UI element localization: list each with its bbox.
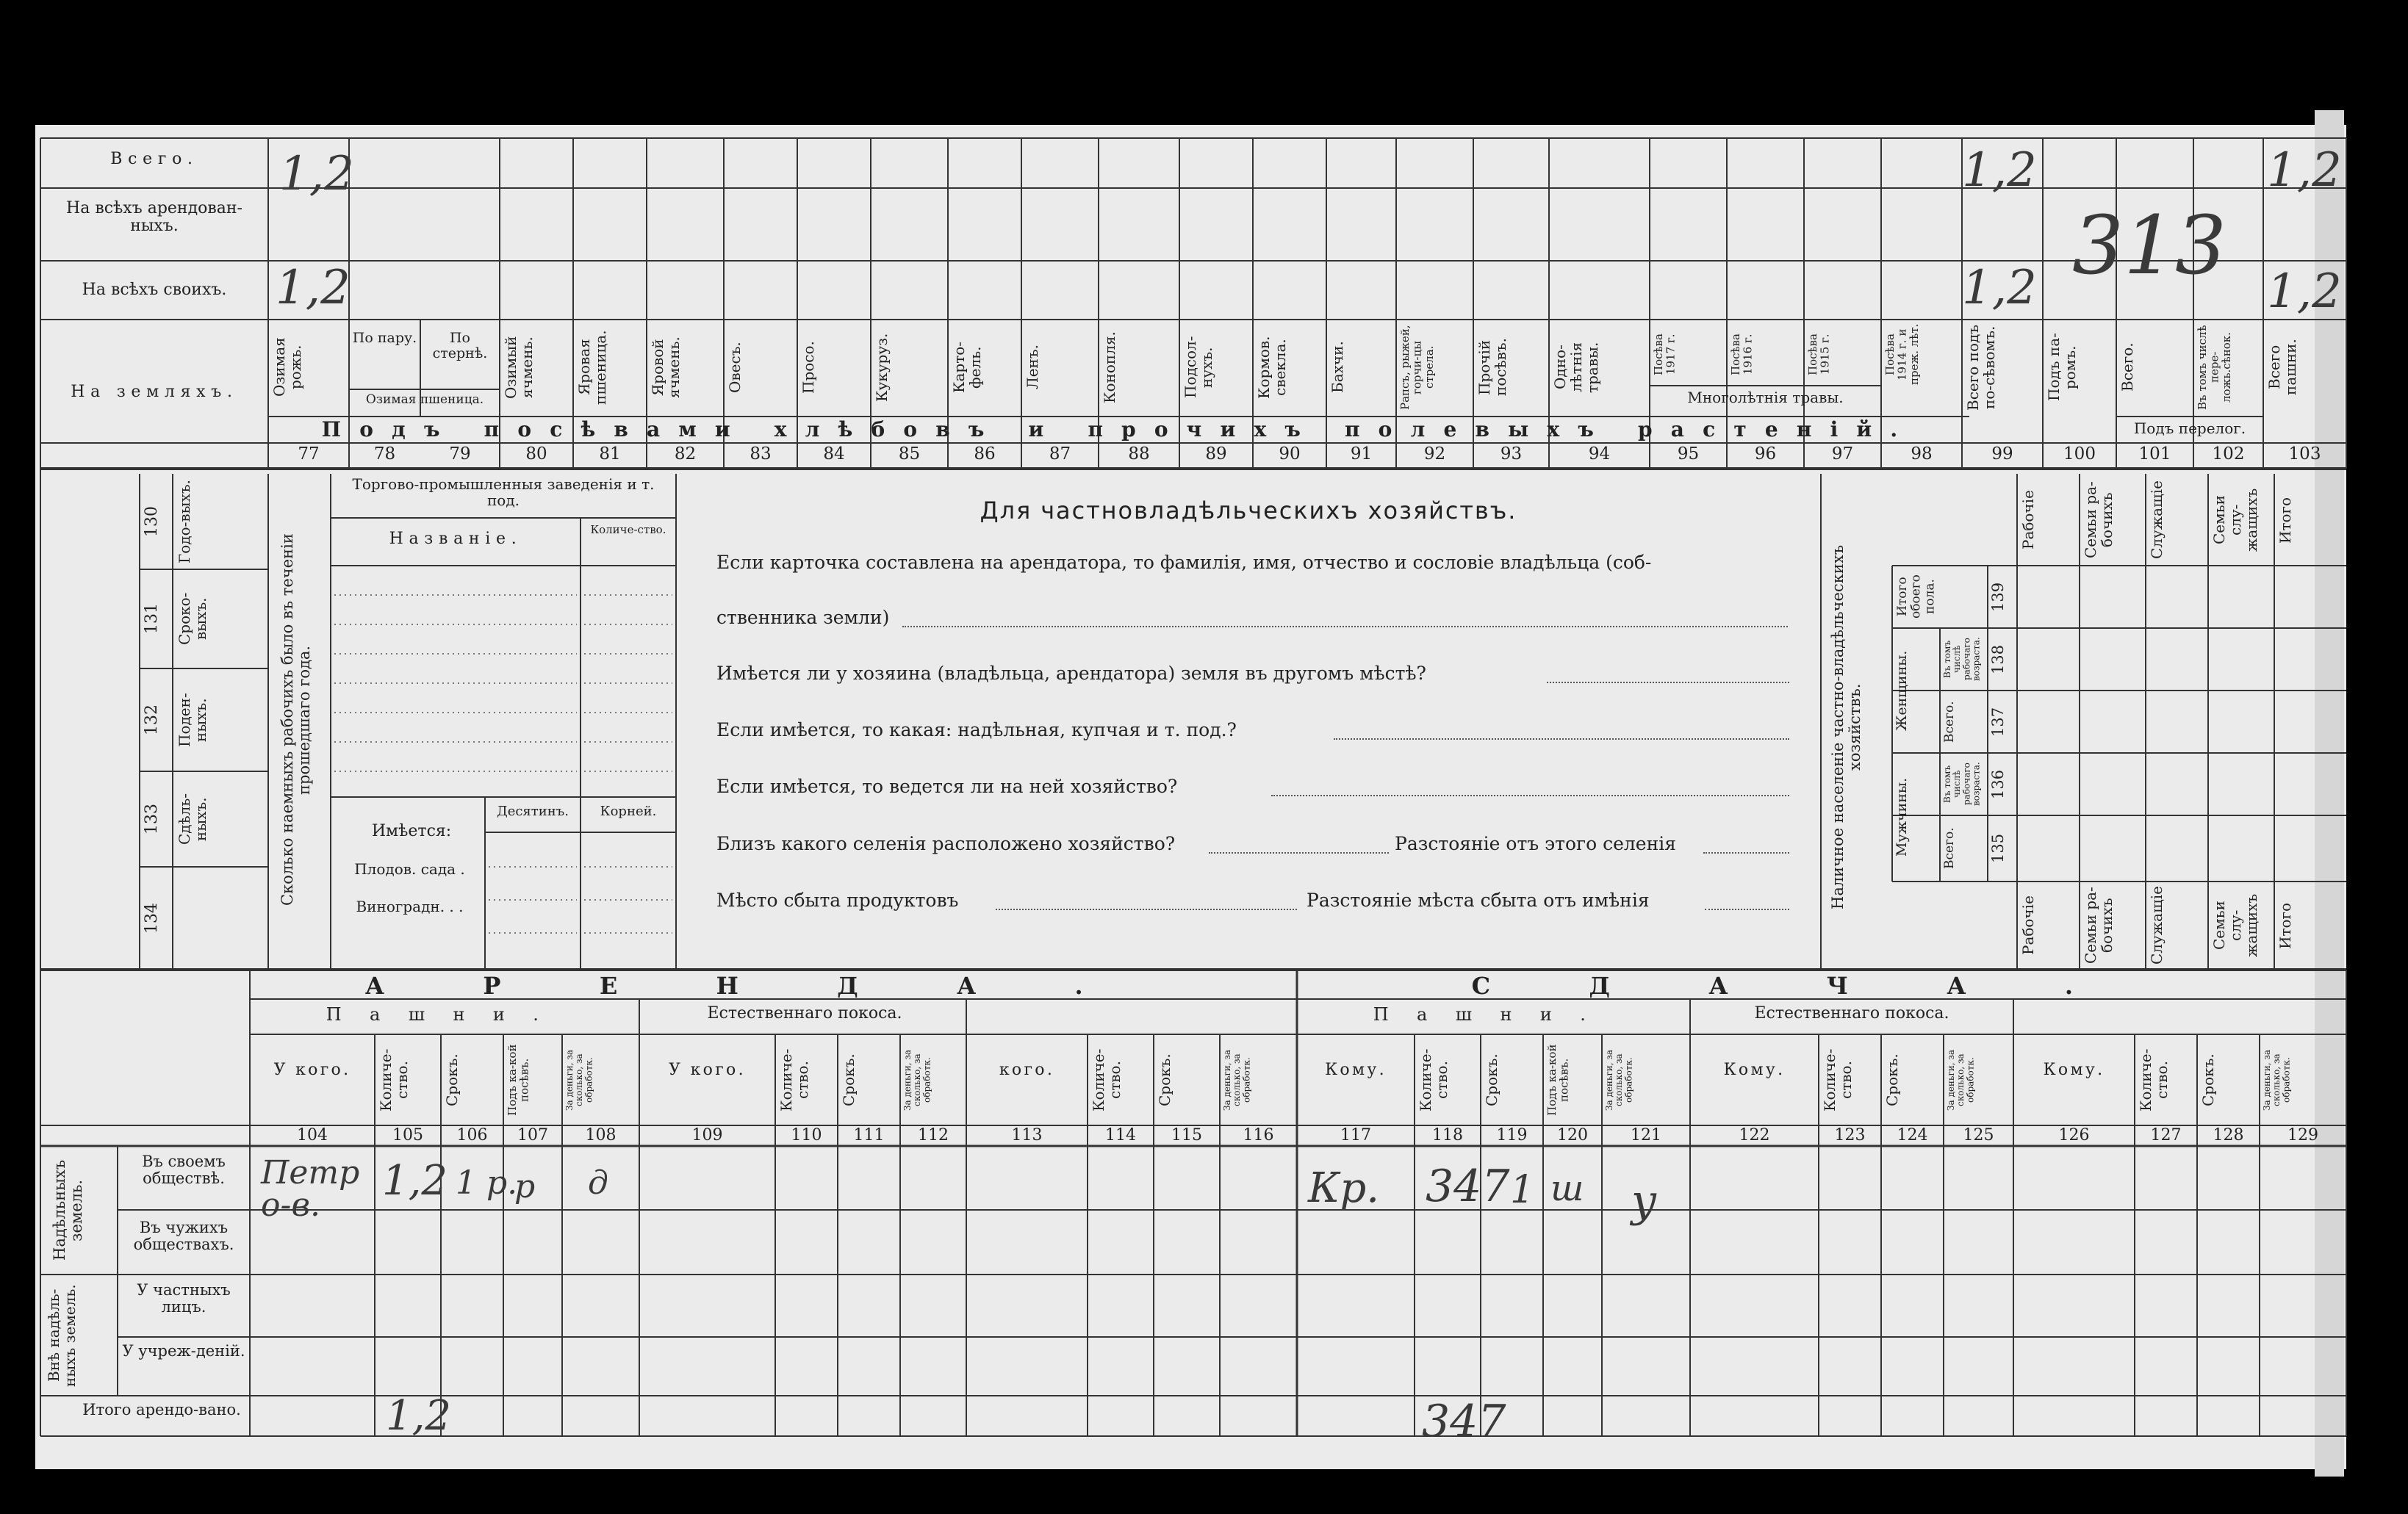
question-2: Имѣется ли у хозяина (владѣльца, арендатора) земля въ другомъ мѣстѣ?	[716, 663, 1426, 684]
bottom-col-number: 124	[1897, 1126, 1928, 1144]
population-label: Всего.	[1942, 827, 1957, 870]
question-5a: Близъ какого селенія расположено хозяйство?	[716, 833, 1176, 854]
bottom-col-header: Срокъ.	[443, 1053, 461, 1106]
top-col-number: 92	[1423, 444, 1446, 464]
muzhchiny-label: Мужчины.	[1894, 777, 1910, 857]
staff-header-top: Рабочіе	[2019, 490, 2037, 550]
row-label-arendovannyh: На всѣхъ арендован-ныхъ.	[66, 199, 242, 236]
bottom-col-header: У кого.	[273, 1061, 351, 1079]
bottom-col-number: 120	[1557, 1126, 1588, 1144]
hw-itogo2: 347	[1422, 1396, 1506, 1447]
top-col-header: По пару.	[352, 330, 417, 346]
bottom-col-number: 127	[2150, 1126, 2182, 1144]
staff-header-bottom: Семьи слу-жащихъ	[2210, 893, 2260, 958]
top-col-number: 78	[373, 444, 396, 464]
hw-kol: 1,2	[382, 1157, 448, 1205]
question-4: Если имѣется, то ведется ли на ней хозяйство?	[716, 776, 1178, 797]
bottom-col-header: Количе-ство.	[1090, 1048, 1124, 1111]
hired-number: 133	[143, 804, 161, 834]
hired-label: Сроко-выхъ.	[176, 592, 209, 646]
sdacha-header: СДАЧА.	[1471, 972, 2172, 1000]
top-col-number: 103	[2288, 444, 2321, 464]
bottom-col-number: 104	[297, 1126, 328, 1144]
top-col-number: 95	[1677, 444, 1700, 464]
imeetsya-label: Имѣется:	[371, 822, 452, 840]
top-col-number: 82	[674, 444, 697, 464]
sdacha-pashni: Пашни.	[1373, 1004, 1614, 1025]
trade-qty-header: Количе-ство.	[590, 523, 666, 536]
population-label: Всего.	[1942, 701, 1957, 743]
population-label: Въ томъ числѣ рабочаго возраста.	[1942, 762, 1982, 807]
hw-srok: 1 р.	[456, 1164, 518, 1202]
top-col-header: Яровой ячмень.	[649, 336, 683, 398]
question-1b: ственника земли)	[716, 607, 890, 628]
row-itogo-arendovano: Итого арендо-вано.	[82, 1401, 241, 1419]
top-col-number: 98	[1911, 444, 1933, 464]
top-col-number: 100	[2063, 444, 2096, 464]
hired-number: 134	[143, 903, 161, 934]
bottom-col-number: 109	[691, 1126, 723, 1144]
nadel-label: Надѣльныхъ земель.	[51, 1159, 86, 1261]
top-col-header: Всего.	[2118, 342, 2136, 392]
hw-u-kogo: Петр о-в.	[261, 1154, 360, 1224]
hw-c99-vsego: 1,2	[1962, 143, 2037, 198]
mnogoletnie-label: Многолѣтнія травы.	[1687, 389, 1844, 406]
bottom-col-header: Количе-ство.	[2137, 1048, 2171, 1111]
hw-dengi: д	[588, 1164, 608, 1202]
bottom-col-header: За деньги, за сколько, за обработк.	[2262, 1049, 2292, 1111]
pod-posevami-banner: Подъ посѣвами хлѣбовъ и прочихъ полевыхъ растеній.	[321, 417, 1916, 441]
top-col-header: Ленъ.	[1024, 345, 1041, 390]
bottom-col-number: 115	[1171, 1126, 1202, 1144]
hw-c99-svoih: 1,2	[1962, 261, 2037, 315]
hw-c103-svoih: 1,2	[2267, 264, 2342, 319]
bottom-col-number: 110	[791, 1126, 822, 1144]
top-col-header: Карто-фель.	[950, 341, 984, 394]
population-label: Въ томъ числѣ рабочаго возраста.	[1942, 637, 1982, 682]
top-col-header: Посѣва 1917 г.	[1652, 334, 1678, 375]
top-col-header: Прочій посѣвъ.	[1476, 338, 1509, 397]
row-svoem-obshchestve: Въ своемъ обществѣ.	[142, 1153, 226, 1188]
top-col-header: Посѣва 1916 г.	[1729, 334, 1755, 375]
hw-dengi2: у	[1631, 1175, 1657, 1227]
top-col-number: 81	[599, 444, 621, 464]
bottom-col-number: 126	[2058, 1126, 2090, 1144]
bottom-col-number: 107	[517, 1126, 548, 1144]
population-number: 135	[1989, 833, 2007, 864]
bottom-col-header: Подъ ка-кой посѣвъ.	[506, 1044, 531, 1116]
top-col-header: По стернѣ.	[432, 330, 488, 361]
question-5b: Разстояніе отъ этого селенія	[1395, 833, 1677, 854]
vinograd-label: Виноградн. . .	[356, 898, 464, 915]
vne-nadel-label: Внѣ надѣль-ныхъ земель.	[45, 1284, 79, 1387]
bottom-col-number: 118	[1432, 1126, 1463, 1144]
population-caption: Наличное населеніе частно-владѣльческихъ хозяйствъ.	[1829, 544, 1864, 910]
question-6a: Мѣсто сбыта продуктовъ	[716, 890, 959, 911]
bottom-col-number: 117	[1340, 1126, 1371, 1144]
row-label-na-zemlyah: На земляхъ.	[71, 383, 238, 401]
bottom-col-header: Кому.	[1723, 1061, 1786, 1079]
hw-itogo1: 1,2	[386, 1392, 452, 1440]
hired-label: Годо-выхъ.	[176, 480, 193, 563]
trade-title: Торгово-промышленныя заведенія и т. под.	[352, 475, 655, 509]
row-label-svoih: На всѣхъ своихъ.	[82, 281, 227, 299]
private-farms-title: Для частновладѣльческихъ хозяйствъ.	[980, 497, 1517, 525]
hw-posev2: ш	[1550, 1168, 1584, 1209]
staff-header-bottom: Рабочіе	[2019, 895, 2037, 956]
question-1a: Если карточка составлена на арендатора, то фамилія, имя, отчество и сословіе владѣльца (соб-	[716, 552, 1652, 573]
top-col-number: 102	[2212, 444, 2245, 464]
top-col-header: Яровая пшеница.	[575, 330, 609, 405]
bottom-col-header: Кому.	[1325, 1061, 1387, 1079]
bottom-col-number: 125	[1963, 1126, 1994, 1144]
bottom-col-number: 119	[1496, 1126, 1528, 1144]
bottom-col-header: Срокъ.	[2199, 1053, 2217, 1106]
hw-komu: Кр.	[1308, 1164, 1379, 1212]
bottom-col-header: Количе-ство.	[1417, 1048, 1451, 1111]
top-col-header: Въ томъ числѣ пере-ложь.сѣнок.	[2196, 325, 2233, 410]
arenda-header: АРЕНДА.	[364, 972, 1182, 1000]
top-col-number: 85	[898, 444, 921, 464]
top-col-number: 93	[1500, 444, 1523, 464]
top-col-number: 90	[1279, 444, 1301, 464]
top-col-number: 80	[525, 444, 547, 464]
sdacha-pokos: Естественнаго покоса.	[1754, 1004, 1949, 1023]
top-col-number: 101	[2138, 444, 2171, 464]
bottom-col-number: 129	[2287, 1126, 2318, 1144]
row-chastnyh-lits: У частныхъ лицъ.	[137, 1281, 231, 1316]
arenda-pashni: Пашни.	[326, 1004, 567, 1025]
population-number: 136	[1989, 769, 2007, 799]
staff-header-bottom: Служащіе	[2148, 886, 2166, 965]
staff-header-top: Итого	[2276, 497, 2294, 544]
top-col-number: 79	[449, 444, 471, 464]
top-col-number: 91	[1350, 444, 1373, 464]
staff-header-bottom: Семьи ра-бочихъ	[2082, 887, 2116, 965]
top-col-header: Посѣва 1915 г.	[1806, 334, 1832, 375]
bottom-col-header: За деньги, за сколько, за обработк.	[564, 1049, 594, 1111]
top-col-number: 84	[823, 444, 845, 464]
bottom-col-number: 105	[392, 1126, 423, 1144]
ozimaya-pshenitsa-label: Озимая пшеница.	[365, 392, 484, 407]
top-col-header: Конопля.	[1101, 331, 1118, 403]
top-col-number: 88	[1128, 444, 1150, 464]
sad-label: Плодов. сада .	[354, 860, 465, 878]
top-col-number: 86	[974, 444, 996, 464]
top-col-number: 96	[1754, 444, 1777, 464]
bottom-col-header: Срокъ.	[1483, 1053, 1500, 1106]
hired-label: Сдѣль-ныхъ.	[176, 793, 209, 846]
hw-big-number: 313	[2072, 198, 2226, 292]
top-col-number: 99	[1991, 444, 2013, 464]
top-col-number: 83	[750, 444, 772, 464]
top-col-header: Кукуруз.	[873, 333, 891, 402]
bottom-col-header: Срокъ.	[840, 1053, 858, 1106]
top-col-number: 77	[298, 444, 320, 464]
question-6b: Разстояніе мѣста сбыта отъ имѣнія	[1307, 890, 1650, 911]
bottom-col-header: Количе-ство.	[377, 1048, 411, 1111]
hw-kol2: 347	[1426, 1161, 1510, 1212]
hw-c77-svoih: 1,2	[276, 261, 351, 315]
hired-number: 132	[143, 704, 161, 735]
bottom-col-number: 108	[585, 1126, 617, 1144]
arenda-pokos: Естественнаго покоса.	[707, 1004, 902, 1023]
hw-srok2: 1	[1510, 1168, 1535, 1212]
bottom-col-header: кого.	[999, 1061, 1055, 1079]
hired-label: Поден-ныхъ.	[176, 693, 209, 747]
top-col-header: Всего пашни.	[2265, 339, 2299, 396]
question-3: Если имѣется, то какая: надѣльная, купчая и т. под.?	[716, 719, 1237, 740]
desyatin-header: Десятинъ.	[497, 804, 569, 819]
hired-caption: Сколько наемныхъ рабочихъ было въ теченіи прошедшаго года.	[278, 533, 314, 906]
bottom-col-number: 106	[456, 1126, 488, 1144]
bottom-col-header: За деньги, за сколько, за обработк.	[902, 1049, 932, 1111]
bottom-col-header: За деньги, за сколько, за обработк.	[1604, 1049, 1634, 1111]
bottom-col-number: 113	[1011, 1126, 1043, 1144]
hw-c103-vsego: 1,2	[2267, 143, 2342, 198]
row-uchrezhdeniy: У учреж-деній.	[122, 1342, 245, 1360]
bottom-col-number: 128	[2213, 1126, 2244, 1144]
top-col-number: 87	[1049, 444, 1071, 464]
bottom-col-number: 112	[918, 1126, 949, 1144]
staff-header-top: Семьи ра-бочихъ	[2082, 481, 2116, 559]
row-label-vsego: Всего.	[110, 150, 198, 168]
population-number: 139	[1989, 582, 2007, 612]
population-number: 137	[1989, 707, 2007, 737]
bottom-col-header: Кому.	[2043, 1061, 2105, 1079]
staff-header-bottom: Итого	[2276, 902, 2294, 949]
staff-header-top: Служащіе	[2148, 480, 2166, 560]
korney-header: Корней.	[600, 804, 657, 819]
bottom-col-header: Количе-ство.	[1821, 1048, 1855, 1111]
bottom-col-header: Срокъ.	[1883, 1053, 1901, 1106]
top-col-header: Одно-лѣтнія травы.	[1551, 342, 1601, 393]
bottom-col-header: За деньги, за сколько, за обработк.	[1946, 1049, 1976, 1111]
trade-name-header: Названіе.	[389, 530, 522, 548]
bottom-col-number: 114	[1105, 1126, 1136, 1144]
pod-perelog-label: Подъ перелог.	[2133, 419, 2246, 437]
hw-posev: р	[514, 1168, 536, 1205]
bottom-col-header: Подъ ка-кой посѣвъ.	[1545, 1044, 1571, 1116]
top-col-header: Бахчи.	[1329, 341, 1346, 394]
bottom-col-number: 121	[1631, 1126, 1661, 1144]
top-col-number: 97	[1831, 444, 1854, 464]
bottom-col-number: 111	[853, 1126, 885, 1144]
top-col-header: Кормов. свекла.	[1255, 336, 1289, 399]
top-col-header: Озимый ячмень.	[502, 336, 536, 399]
top-col-header: Просо.	[799, 341, 817, 394]
top-col-number: 94	[1588, 444, 1611, 464]
bottom-col-header: Срокъ.	[1156, 1053, 1174, 1106]
top-col-header: Овесъ.	[726, 342, 744, 393]
bottom-col-number: 122	[1739, 1126, 1770, 1144]
top-col-header: Озимая рожь.	[270, 337, 304, 397]
hw-c77-vsego: 1,2	[279, 147, 354, 201]
bottom-col-header: За деньги, за сколько, за обработк.	[1222, 1049, 1252, 1111]
top-col-header: Рапсъ, рыжей, горчи-цы стрела.	[1398, 325, 1436, 410]
bottom-col-header: Количе-ство.	[777, 1048, 811, 1111]
bottom-col-number: 116	[1243, 1126, 1274, 1144]
population-label: Итого обоего пола.	[1895, 574, 1938, 619]
top-col-number: 89	[1205, 444, 1227, 464]
bottom-col-header: У кого.	[669, 1061, 746, 1079]
top-col-header: Всего подъ по-сѣвомъ.	[1964, 324, 1998, 411]
hired-number: 130	[143, 506, 161, 537]
row-chuzhih-obshchestvah: Въ чужихъ обществахъ.	[133, 1219, 234, 1254]
top-col-header: Подъ па-ромъ.	[2045, 333, 2079, 402]
zhenshchiny-label: Женщины.	[1894, 650, 1910, 731]
top-col-header: Посѣва 1914 г. и преж. лѣт.	[1883, 323, 1921, 386]
staff-header-top: Семьи слу-жащихъ	[2210, 488, 2260, 552]
hired-number: 131	[143, 603, 161, 635]
bottom-col-number: 123	[1834, 1126, 1866, 1144]
population-number: 138	[1989, 644, 2007, 674]
top-col-header: Подсол-нухъ.	[1182, 336, 1215, 399]
